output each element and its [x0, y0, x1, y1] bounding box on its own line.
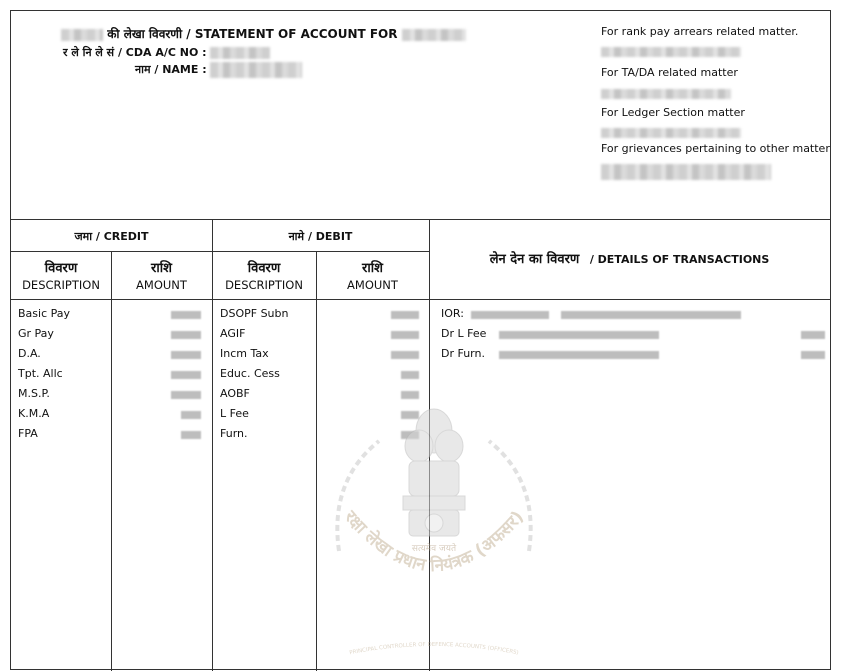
redacted-contact-1	[601, 47, 741, 57]
contact-ledger-label: For Ledger Section matter	[601, 106, 745, 119]
debit-item: L Fee	[220, 407, 249, 420]
redacted-cda-number	[210, 47, 270, 59]
redacted-month	[61, 29, 103, 41]
credit-desc-hindi: विवरण	[44, 261, 78, 276]
redacted-debit-amount	[391, 311, 419, 319]
details-header	[429, 249, 830, 267]
credit-amount-hindi: राशि	[151, 261, 172, 276]
redacted-contact-3	[601, 128, 741, 138]
statement-title	[61, 25, 466, 42]
debit-item: AOBF	[220, 387, 250, 400]
redacted-details	[499, 351, 659, 359]
header-divider	[11, 219, 830, 220]
redacted-ior	[561, 311, 741, 319]
credit-amount-english: AMOUNT	[136, 278, 187, 292]
debit-item: Educ. Cess	[220, 367, 280, 380]
redacted-credit-amount	[171, 311, 201, 319]
credit-desc-english: DESCRIPTION	[22, 278, 100, 292]
name-label: नाम / NAME :	[135, 63, 207, 76]
redacted-debit-amount	[401, 371, 419, 379]
redacted-credit-amount	[181, 411, 201, 419]
column-header-divider	[11, 299, 830, 300]
debit-header: नामे / DEBIT	[288, 230, 353, 243]
details-header-hindi: लेन देन का विवरण	[489, 252, 580, 267]
credit-item: M.S.P.	[18, 387, 50, 400]
redacted-name	[210, 62, 302, 78]
title-separator: /	[186, 27, 191, 41]
cda-label: र ले नि ले सं / CDA A/C NO :	[63, 46, 207, 59]
credit-col-divider	[111, 251, 112, 671]
debit-item: Furn.	[220, 427, 248, 440]
cda-account-row	[63, 45, 270, 60]
title-english: STATEMENT OF ACCOUNT FOR	[194, 27, 398, 41]
emblem-motto: सत्यमेव जयते	[411, 544, 457, 554]
credit-item: K.M.A	[18, 407, 50, 420]
redacted-credit-amount	[171, 351, 201, 359]
credit-item: Tpt. Allc	[18, 367, 63, 380]
contact-tada-label: For TA/DA related matter	[601, 66, 738, 79]
debit-desc-english: DESCRIPTION	[225, 278, 303, 292]
redacted-details-amount	[801, 331, 825, 339]
redacted-contact-4	[601, 164, 771, 180]
details-item-lfee: Dr L Fee	[441, 327, 487, 340]
statement-header	[11, 11, 830, 219]
redacted-period	[402, 29, 466, 41]
name-row	[135, 62, 302, 78]
redacted-credit-amount	[171, 371, 201, 379]
contact-rank-pay-label: For rank pay arrears related matter.	[601, 25, 799, 38]
redacted-details	[499, 331, 659, 339]
redacted-ior	[471, 311, 549, 319]
credit-item: D.A.	[18, 347, 41, 360]
credit-item: Gr Pay	[18, 327, 54, 340]
title-hindi: की लेखा विवरणी	[107, 27, 183, 41]
credit-item: FPA	[18, 427, 38, 440]
contact-grievance-label: For grievances pertaining to other matter	[601, 142, 830, 155]
redacted-debit-amount	[391, 331, 419, 339]
debit-item: DSOPF Subn	[220, 307, 289, 320]
redacted-details-amount	[801, 351, 825, 359]
subheader-divider	[11, 251, 429, 252]
debit-amount-english: AMOUNT	[347, 278, 398, 292]
debit-item: AGIF	[220, 327, 246, 340]
redacted-debit-amount	[401, 391, 419, 399]
debit-item: Incm Tax	[220, 347, 269, 360]
credit-item: Basic Pay	[18, 307, 71, 320]
account-statement	[10, 10, 831, 670]
details-header-english: / DETAILS OF TRANSACTIONS	[589, 253, 770, 266]
redacted-credit-amount	[171, 391, 201, 399]
redacted-contact-2	[601, 89, 731, 99]
redacted-credit-amount	[171, 331, 201, 339]
details-item-ior: IOR:	[441, 307, 464, 320]
credit-header: जमा / CREDIT	[74, 230, 149, 243]
redacted-credit-amount	[181, 431, 201, 439]
redacted-debit-amount	[391, 351, 419, 359]
emblem-watermark-icon	[309, 401, 559, 671]
emblem-arc-label: रक्षा लेखा प्रधान नियंत्रक (अफसर)	[340, 507, 528, 577]
debit-amount-hindi: राशि	[362, 261, 383, 276]
details-item-furn: Dr Furn.	[441, 347, 485, 360]
emblem-bottom-label: PRINCIPAL CONTROLLER OF DEFENCE ACCOUNTS (OFFICERS)	[348, 641, 520, 657]
debit-desc-hindi: विवरण	[247, 261, 281, 276]
